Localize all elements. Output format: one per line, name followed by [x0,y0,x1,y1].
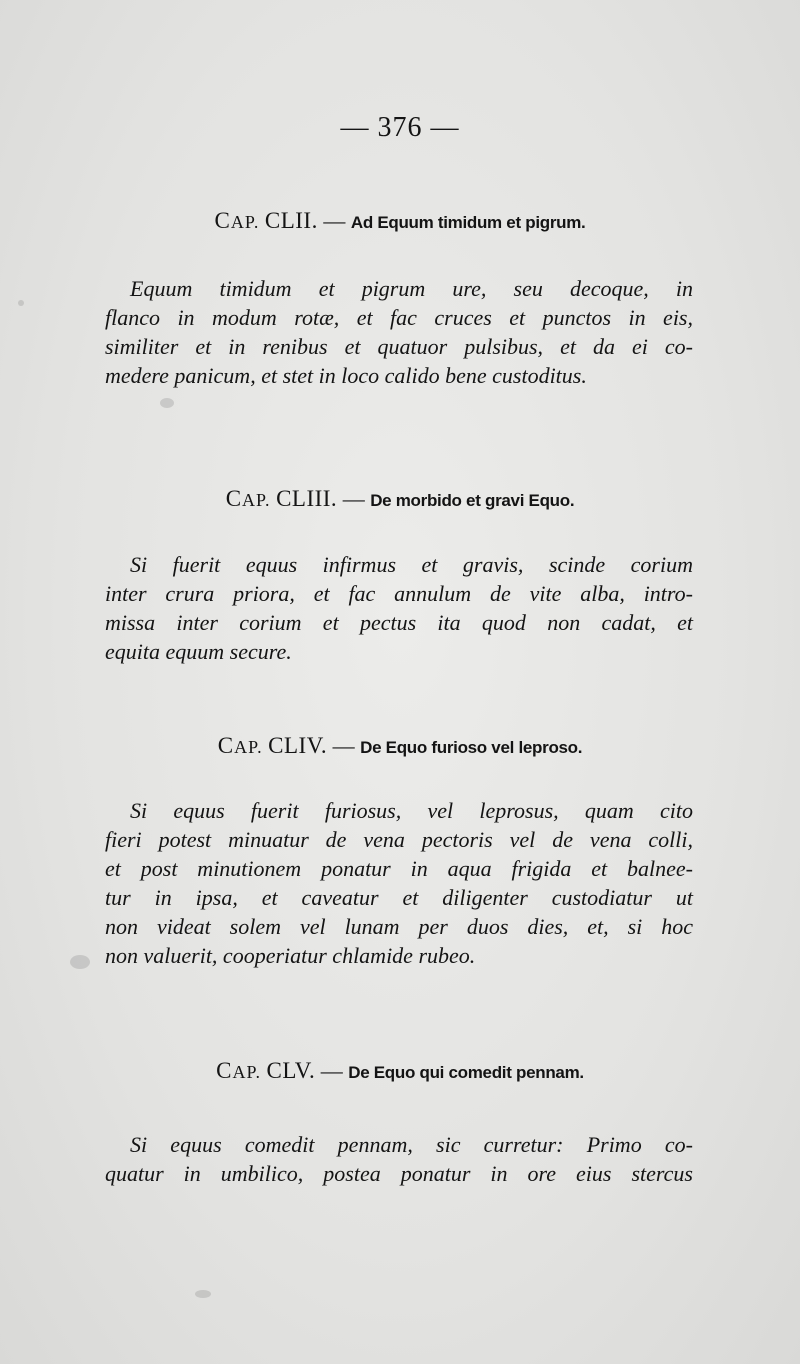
text-line: tur in ipsa, et caveatur et diligenter custodiatur ut [105,885,693,910]
paper-speck [160,398,174,408]
heading-dash: — [342,486,365,511]
chapter-heading-clv [0,1058,800,1084]
page-number: — 376 — [340,112,460,143]
chapter-numeral: CLII. [264,208,318,233]
text-line: non videat solem vel lunam per duos dies, et, si hoc [105,914,693,939]
paper-speck [195,1290,211,1298]
text-line: inter crura priora, et fac annulum de vite alba, intro- [105,581,693,606]
cap-label: CAP. [225,486,271,511]
chapter-text-clii [105,274,693,390]
chapter-heading-cliv [0,733,800,759]
chapter-title: De morbido et gravi Equo. [370,491,575,510]
paper-speck [18,300,24,306]
chapter-text-cliv [105,796,693,970]
text-line: non valuerit, cooperiatur chlamide rubeo. [105,943,476,968]
chapter-numeral: CLIV. [268,733,328,758]
text-line: Si equus fuerit furiosus, vel leprosus, quam cito [130,798,693,823]
text-line: Si fuerit equus infirmus et gravis, scinde corium [130,552,693,577]
text-line: Equum timidum et pigrum ure, seu decoque, in [130,276,693,301]
chapter-text-clv [105,1130,693,1188]
text-line: similiter et in renibus et quatuor pulsibus, et da ei co- [105,334,693,359]
chapter-text-cliii [105,550,693,666]
text-line: equita equum secure. [105,639,292,664]
cap-label: CAP. [217,733,263,758]
heading-dash: — [332,733,355,758]
text-line: Si equus comedit pennam, sic curretur: Primo co- [130,1132,693,1157]
chapter-numeral: CLV. [266,1058,316,1083]
cap-label: CAP. [214,208,260,233]
text-line: missa inter corium et pectus ita quod non cadat, et [105,610,693,635]
chapter-heading-cliii [0,486,800,512]
chapter-heading-clii [0,208,800,234]
text-line: et post minutionem ponatur in aqua frigida et balnee- [105,856,693,881]
text-line: flanco in modum rotæ, et fac cruces et punctos in eis, [105,305,693,330]
heading-dash: — [323,208,346,233]
text-line: fieri potest minuatur de vena pectoris vel de vena colli, [105,827,693,852]
text-line: quatur in umbilico, postea ponatur in ore eius stercus [105,1161,693,1186]
chapter-numeral: CLIII. [276,486,338,511]
cap-label: CAP. [216,1058,262,1083]
heading-dash: — [320,1058,343,1083]
chapter-title: De Equo qui comedit pennam. [348,1063,584,1082]
chapter-title: De Equo furioso vel leproso. [360,738,583,757]
paper-speck [70,955,90,969]
text-line: medere panicum, et stet in loco calido bene custoditus. [105,363,587,388]
chapter-title: Ad Equum timidum et pigrum. [350,213,586,232]
